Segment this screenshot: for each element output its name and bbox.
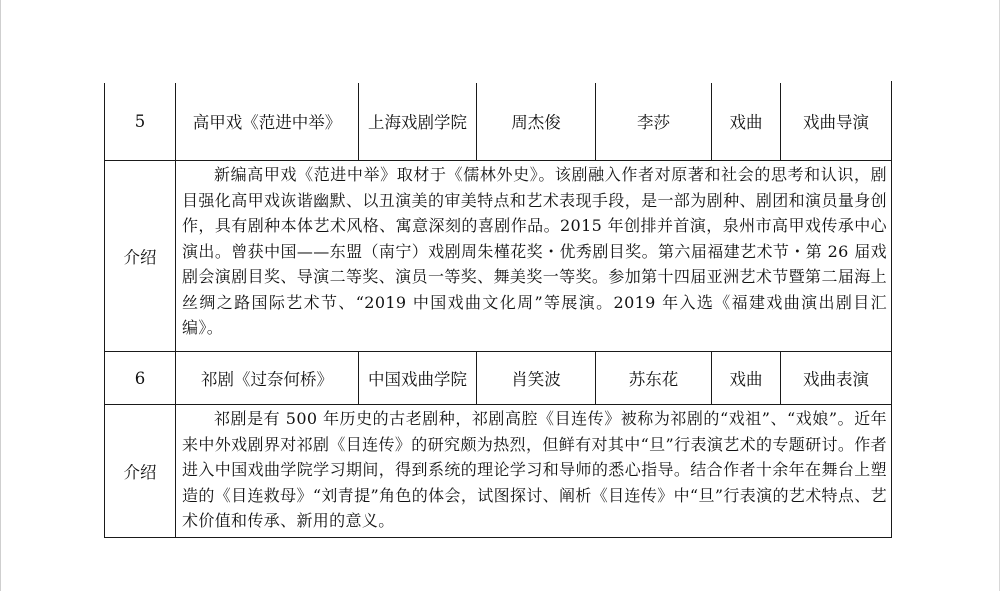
intro-cell — [176, 161, 892, 352]
major: 戏曲表演 — [781, 352, 892, 405]
intro-row — [105, 161, 892, 352]
work-title: 高甲戏《范进中举》 — [176, 82, 359, 161]
author-name: 肖笑波 — [477, 352, 596, 405]
category: 戏曲 — [712, 82, 781, 161]
author-name: 周杰俊 — [477, 82, 596, 161]
school-name: 上海戏剧学院 — [359, 82, 477, 161]
intro-row — [105, 405, 892, 538]
page-left-edge — [0, 0, 1, 591]
program-table — [104, 81, 892, 538]
intro-label: 介绍 — [105, 161, 176, 352]
intro-cell — [176, 405, 892, 538]
intro-label: 介绍 — [105, 405, 176, 538]
row-number: 6 — [105, 352, 176, 405]
school-name: 中国戏曲学院 — [359, 352, 477, 405]
table-row — [105, 352, 892, 405]
category: 戏曲 — [712, 352, 781, 405]
major: 戏曲导演 — [781, 82, 892, 161]
intro-text: 新编高甲戏《范进中举》取材于《儒林外史》。该剧融入作者对原著和社会的思考和认识，剧目强化高甲戏诙谐幽默、以丑演美的审美特点和艺术表现手段，是一部为剧种、剧团和演员量身创作，具有剧种本体艺术风格、寓意深刻的喜剧作品。2015 年创排并首演，泉州市高甲戏传承中心演出。曾获中国——东盟（南宁）戏剧周朱槿花奖・优秀剧目奖。第六届福建艺术节・第 26 届戏剧会演剧目奖、导演二等奖、演员一等奖、舞美奖一等奖。参加第十四届亚洲艺术节暨第二届海上丝绸之路国际艺术节、“2019 中国戏曲文化周”等展演。2019 年入选《福建戏曲演出剧目汇编》。 — [182, 165, 887, 337]
table-row — [105, 82, 892, 161]
intro-text: 祁剧是有 500 年历史的古老剧种，祁剧高腔《目连传》被称为祁剧的“戏祖”、“戏娘”。近年来中外戏剧界对祁剧《目连传》的研究颇为热烈，但鲜有对其中“旦”行表演艺术的专题研讨。作者进入中国戏曲学院学习期间，得到系统的理论学习和导师的悉心指导。结合作者十余年在舞台上塑造的《目连救母》“刘青提”角色的体会，试图探讨、阐析《目连传》中“旦”行表演的艺术特点、艺术价值和传承、新用的意义。 — [182, 409, 887, 530]
advisor-name: 李莎 — [596, 82, 712, 161]
table-top-cut — [104, 81, 891, 83]
work-title: 祁剧《过奈何桥》 — [176, 352, 359, 405]
row-number: 5 — [105, 82, 176, 161]
advisor-name: 苏东花 — [596, 352, 712, 405]
